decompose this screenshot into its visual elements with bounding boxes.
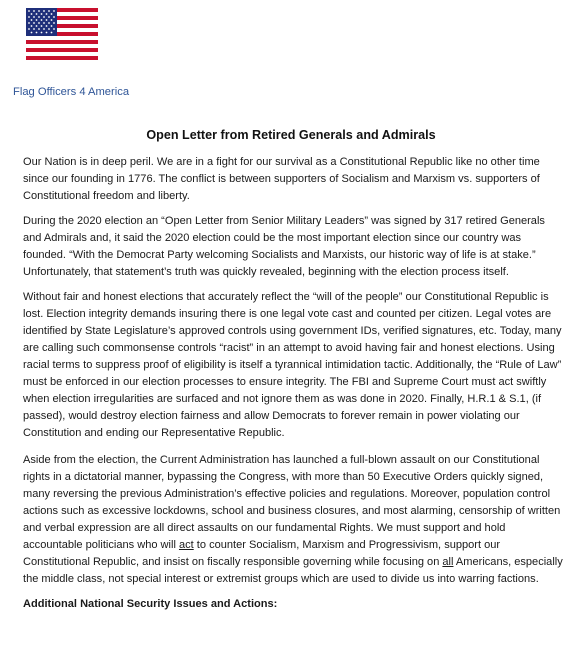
paragraph-3: Without fair and honest elections that accurately reflect the “will of the people” our Constitutional Republic is lost. Election integrity demands insuring there is one legal vote cast and counted per citizen. Legal votes are identified by State Legislature’s approved controls using government IDs, verified signatures, etc. Today, many are calling such commonsense controls “racist” in an attempt to avoid having fair and honest elections. Using racial terms to suppress proof of eligibility is itself a tyrannical intimidation tactic. Additionally, the “Rule of Law” must be enforced in our election processes to ensure integrity. The FBI and Supreme Court must act swiftly when election irregularities are surfaced and not ignore them as was done in 2020. Finally, H.R.1 & S.1, (if passed), would destroy election fairness and allow Democrats to forever remain in power violating our Constitution and ending our Representative Republic. — [23, 291, 562, 439]
paragraph-4-text-a: Aside from the election, the Current Administration has launched a full-blown assault on our Constitutional rights in a dictatorial manner, bypassing the Congress, with more than 50 Executive Orders quickly signed, many reversing the previous Administration’s effective policies and regulations. Moreover, population control actions such as excessive lockdowns, school and business closures, and most alarming, censorship of written and verbal expression are all direct assaults on our fundamental Rights. We must support and hold accountable politicians who will — [23, 454, 561, 551]
underlined-all: all — [442, 556, 454, 568]
paragraph-4-text-c: Americans, especially the middle class, not special interest or extremist groups which are used to divide us into warring factions. — [23, 556, 563, 585]
paragraph-4 — [23, 452, 565, 588]
section-subheading: Additional National Security Issues and Actions: — [23, 598, 278, 610]
organization-name: Flag Officers 4 America — [13, 86, 130, 98]
paragraph-2: During the 2020 election an “Open Letter from Senior Military Leaders” was signed by 317 retired Generals and Admirals and, it said the 2020 election could be the most important election since our country was founded. “With the Democrat Party welcoming Socialists and Marxists, our historic way of life is at stake.” Unfortunately, that statement’s truth was quickly revealed, beginning with the election process itself. — [23, 215, 545, 278]
letter-body — [23, 154, 565, 621]
paragraph-1: Our Nation is in deep peril. We are in a fight for our survival as a Constitutional Republic like no other time since our founding in 1776. The conflict is between supporters of Socialism and Marxism vs. supporters of Constitutional freedom and liberty. — [23, 156, 540, 202]
underlined-act: act — [178, 539, 194, 551]
letter-title: Open Letter from Retired Generals and Admirals — [146, 128, 436, 142]
us-flag-icon — [26, 8, 98, 60]
paragraph-4-text-b: to counter Socialism, Marxism and Progressivism, support our Constitutional Republic, and insist on fiscally responsible governing while focusing on — [23, 539, 501, 568]
